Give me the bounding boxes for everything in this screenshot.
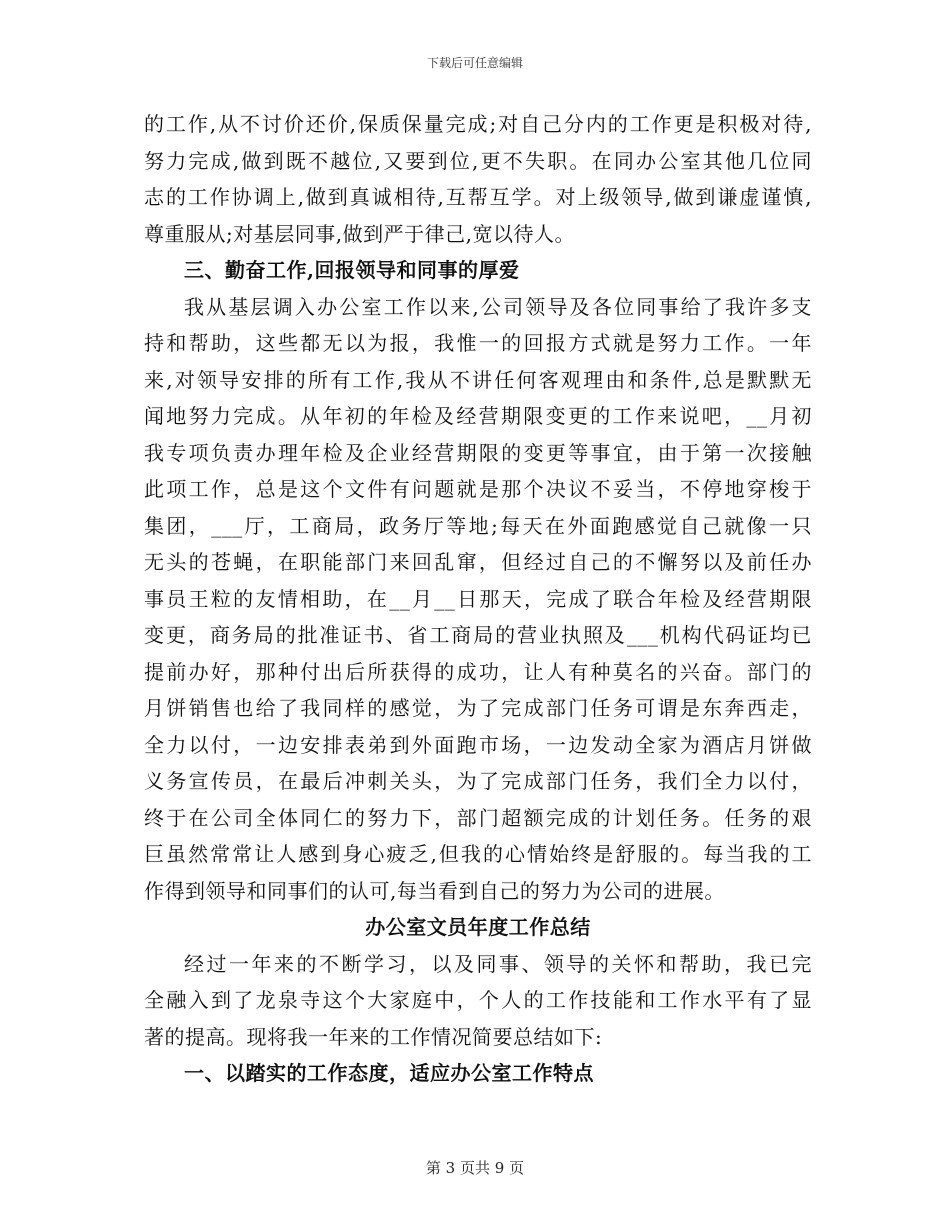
- body-line: 著的提高。现将我一年来的工作情况简要总结如下:: [144, 1024, 603, 1049]
- body-line: 志的工作协调上,做到真诚相待,互帮互学。对上级领导,做到谦虚谨慎,: [144, 185, 812, 209]
- section-heading: 三、勤奋工作,回报领导和同事的厚爱: [184, 258, 520, 282]
- body-line: 我从基层调入办公室工作以来,公司领导及各位同事给了我许多支: [184, 294, 812, 319]
- body-line: 变更，商务局的批准证书、省工商局的营业执照及___机构代码证均已: [144, 623, 812, 647]
- section-heading: 一、以踏实的工作态度，适应办公室工作特点: [184, 1061, 594, 1085]
- body-line: 作得到领导和同事们的认可,每当看到自己的努力为公司的进展。: [144, 878, 725, 903]
- body-line: 终于在公司全体同仁的努力下，部门超额完成的计划任务。任务的艰: [144, 805, 812, 830]
- body-line: 全力以付，一边安排表弟到外面跑市场，一边发动全家为酒店月饼做: [144, 732, 812, 757]
- body-line: 闻地努力完成。从年初的年检及经营期限变更的工作来说吧，__月初: [144, 404, 812, 428]
- page-header: 下载后可任意编辑: [426, 56, 523, 70]
- body-line: 义务宣传员，在最后冲刺关头，为了完成部门任务，我们全力以付，: [144, 769, 812, 793]
- document-body: [144, 106, 812, 1092]
- body-line: 我专项负责办理年检及企业经营期限的变更等事宜，由于第一次接触: [144, 440, 812, 465]
- body-line: 集团，___厅，工商局，政务厅等地;每天在外面跑感觉自己就像一只: [144, 513, 812, 538]
- document-title: 办公室文员年度工作总结: [365, 915, 591, 939]
- body-line: 持和帮助，这些都无以为报，我惟一的回报方式就是努力工作。一年: [144, 331, 812, 355]
- body-line: 来,对领导安排的所有工作,我从不讲任何客观理由和条件,总是默默无: [144, 367, 812, 392]
- body-line: 的工作,从不讨价还价,保质保量完成;对自己分内的工作更是积极对待,: [144, 112, 812, 136]
- body-line: 此项工作，总是这个文件有问题就是那个决议不妥当，不停地穿梭于: [144, 477, 812, 501]
- body-line: 巨虽然常常让人感到身心疲乏,但我的心情始终是舒服的。每当我的工: [144, 842, 812, 866]
- body-line: 努力完成,做到既不越位,又要到位,更不失职。在同办公室其他几位同: [144, 148, 812, 173]
- body-line: 全融入到了龙泉寺这个大家庭中，个人的工作技能和工作水平有了显: [144, 988, 812, 1012]
- body-line: 尊重服从;对基层同事,做到严于律己,宽以待人。: [144, 221, 575, 246]
- page-footer: 第 3 页共 9 页: [425, 1159, 525, 1177]
- body-line: 提前办好，那种付出后所获得的成功，让人有种莫名的兴奋。部门的: [144, 659, 812, 684]
- body-line: 经过一年来的不断学习，以及同事、领导的关怀和帮助，我已完: [184, 951, 812, 976]
- body-line: 月饼销售也给了我同样的感觉，为了完成部门任务可谓是东奔西走，: [144, 696, 812, 720]
- body-line: 事员王粒的友情相助，在__月__日那天，完成了联合年检及经营期限: [144, 586, 812, 611]
- body-line: 无头的苍蝇，在职能部门来回乱窜，但经过自己的不懈努以及前任办: [144, 550, 812, 574]
